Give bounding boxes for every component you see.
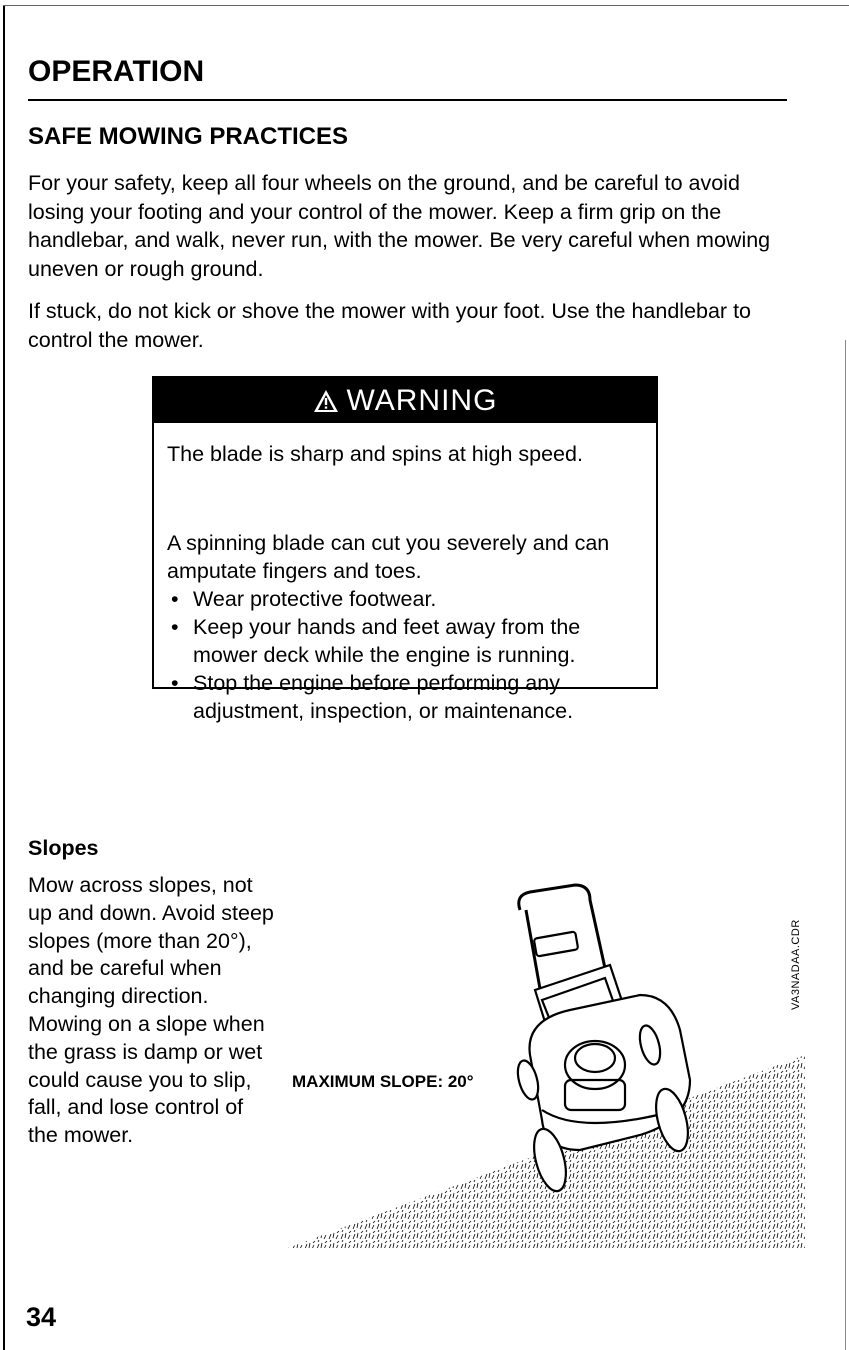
bullet-icon: • xyxy=(171,615,179,639)
page-border-top xyxy=(3,5,849,6)
slopes-text: Mow across slopes, not up and down. Avoid steep slopes (more than 20°), and be careful when changing direction. Mowing on a slope when the grass is damp or wet could cause you to slip, fall, and lose control of the mower. xyxy=(28,873,274,1148)
warning-bullet-item xyxy=(167,669,647,725)
warning-bullet-item xyxy=(167,613,647,669)
page-border-right xyxy=(845,340,846,1350)
subsection-title: SAFE MOWING PRACTICES xyxy=(28,123,349,150)
page-number: 34 xyxy=(26,1302,57,1332)
warning-amputate-text: A spinning blade can cut you severely and can amputate fingers and toes. xyxy=(167,531,610,583)
warning-bullet-text: Keep your hands and feet away from the mower deck while the engine is running. xyxy=(193,615,581,667)
lawn-mower-on-slope-illustration xyxy=(280,880,820,1260)
warning-box xyxy=(152,376,658,723)
stuck-paragraph: If stuck, do not kick or shove the mower with your foot. Use the handlebar to control the mower. xyxy=(28,299,752,352)
page-border-left xyxy=(3,6,5,1350)
slopes-title: Slopes xyxy=(28,836,99,860)
title-rule xyxy=(28,99,787,101)
warning-blade-sharp-text: The blade is sharp and spins at high speed. xyxy=(167,442,583,466)
bullet-icon: • xyxy=(171,587,179,611)
section-title: OPERATION xyxy=(28,55,205,88)
bullet-icon: • xyxy=(171,671,179,695)
warning-bullet-text: Stop the engine before performing any adjustment, inspection, or maintenance. xyxy=(193,671,574,723)
warning-bullet-text: Wear protective footwear. xyxy=(193,587,437,611)
warning-bullet-item xyxy=(167,585,647,613)
warning-header-label: WARNING xyxy=(346,383,498,417)
figure-code-label: VA3NADAA.CDR xyxy=(790,919,802,1010)
max-slope-label: MAXIMUM SLOPE: 20° xyxy=(292,1072,474,1091)
safety-paragraph: For your safety, keep all four wheels on the ground, and be careful to avoid losing your footing and your control of the mower. Keep a firm grip on the handlebar, and walk, never run, with the mower. Be very careful when mowing uneven or rough ground. xyxy=(28,171,771,281)
warning-bullet-list xyxy=(167,585,647,725)
warning-header xyxy=(154,378,656,423)
warning-triangle-icon xyxy=(313,389,339,413)
